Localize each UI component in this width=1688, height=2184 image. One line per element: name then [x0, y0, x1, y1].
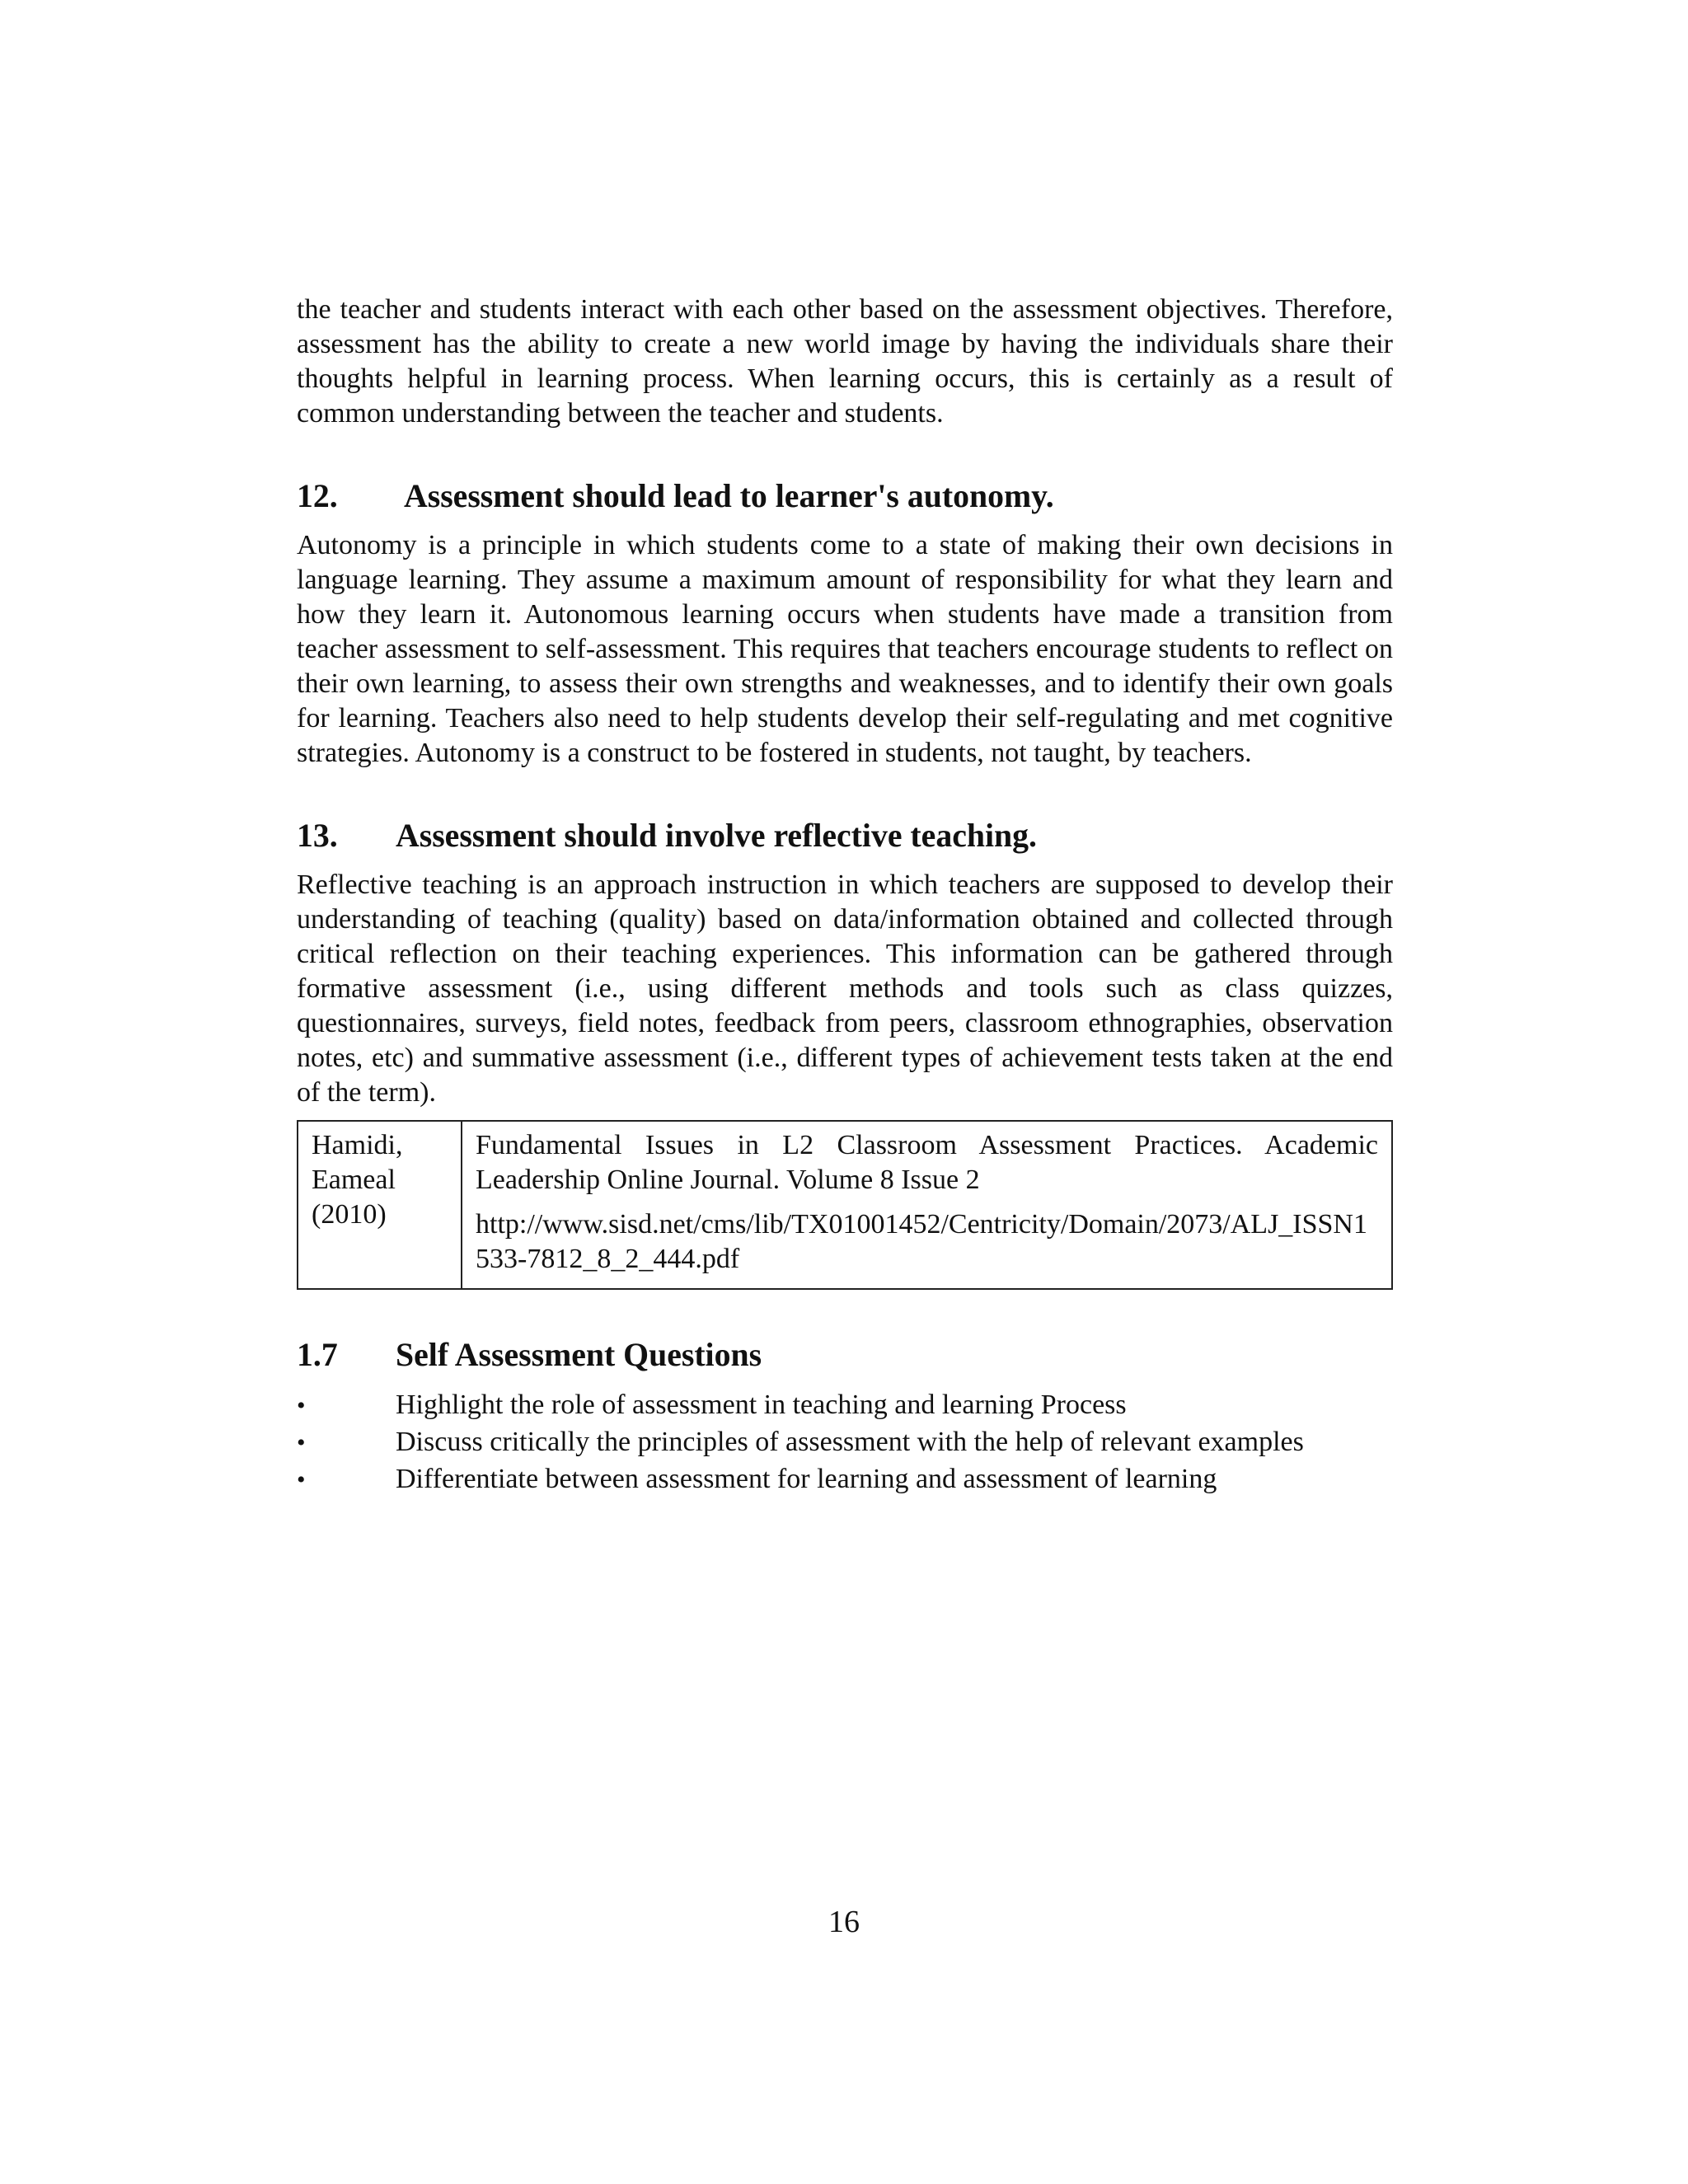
section-13-body: Reflective teaching is an approach instruction in which teachers are supposed to develop their understanding of teaching (quality) based on data/information obtained and collected through critical reflection on their teaching experiences. This information can be gathered through formative assessment (i.e., using different methods and tools such as class quizzes, questionnaires, surveys, field notes, feedback from peers, classroom ethnographies, observation notes, etc) and summative assessment (i.e., different types of achievement tests taken at the end of the term). — [297, 869, 1393, 1108]
reference-citation-cell — [462, 1121, 1392, 1289]
bullet-icon: • — [297, 1429, 306, 1456]
question-text: Highlight the role of assessment in teaching and learning Process — [396, 1390, 1127, 1420]
page-number: 16 — [828, 1905, 860, 1939]
section-13-number: 13. — [297, 818, 338, 854]
list-item — [297, 1424, 1393, 1461]
section-12-body: Autonomy is a principle in which students come to a state of making their own decisions in language learning. They assume a maximum amount of responsibility for what they learn and how they learn it. Autonomous learning occurs when students have made a transition from teacher assessment to self-assessment. This requires that teachers encourage students to reflect on their own learning, to assess their own strengths and weaknesses, and to identify their own goals for learning. Teachers also need to help students develop their self-regulating and met cognitive strategies. Autonomy is a construct to be fostered in students, not taught, by teachers. — [297, 530, 1393, 768]
reference-citation-text: Fundamental Issues in L2 Classroom Assessment Practices. Academic Leadership Online Journal. Volume 8 Issue 2 — [476, 1130, 1378, 1195]
reference-url[interactable]: http://www.sisd.net/cms/lib/TX01001452/Centricity/Domain/2073/ALJ_ISSN1533-7812_8_2_444.pdf — [476, 1209, 1367, 1274]
bullet-icon: • — [297, 1466, 306, 1493]
section-12-number: 12. — [297, 478, 338, 514]
list-item — [297, 1461, 1393, 1498]
question-text: Differentiate between assessment for learning and assessment of learning — [396, 1464, 1217, 1494]
intro-paragraph: the teacher and students interact with each other based on the assessment objectives. Therefore, assessment has the ability to create a new world image by having the individuals share their thoughts helpful in learning process. When learning occurs, this is certainly as a result of common understanding between the teacher and students. — [297, 294, 1393, 429]
document-page — [297, 293, 1393, 1498]
section-12-title: Assessment should lead to learner's autonomy. — [404, 478, 1054, 514]
question-text: Discuss critically the principles of assessment with the help of relevant examples — [396, 1427, 1304, 1457]
reference-year: (2010) — [312, 1199, 387, 1230]
section-1-7-number: 1.7 — [297, 1337, 338, 1373]
section-12-heading — [297, 479, 1393, 513]
section-13-heading — [297, 818, 1393, 853]
section-1-7-title: Self Assessment Questions — [396, 1337, 762, 1373]
reference-author-given-name: Eameal — [312, 1165, 396, 1195]
section-1-7-heading — [297, 1338, 1393, 1372]
reference-table — [297, 1120, 1393, 1290]
self-assessment-question-list — [297, 1387, 1393, 1498]
reference-author-surname: Hamidi, — [312, 1130, 403, 1160]
reference-row — [298, 1121, 1392, 1289]
bullet-icon: • — [297, 1392, 306, 1419]
section-13-title: Assessment should involve reflective teaching. — [396, 818, 1037, 854]
reference-author-cell — [298, 1121, 462, 1289]
list-item — [297, 1387, 1393, 1424]
